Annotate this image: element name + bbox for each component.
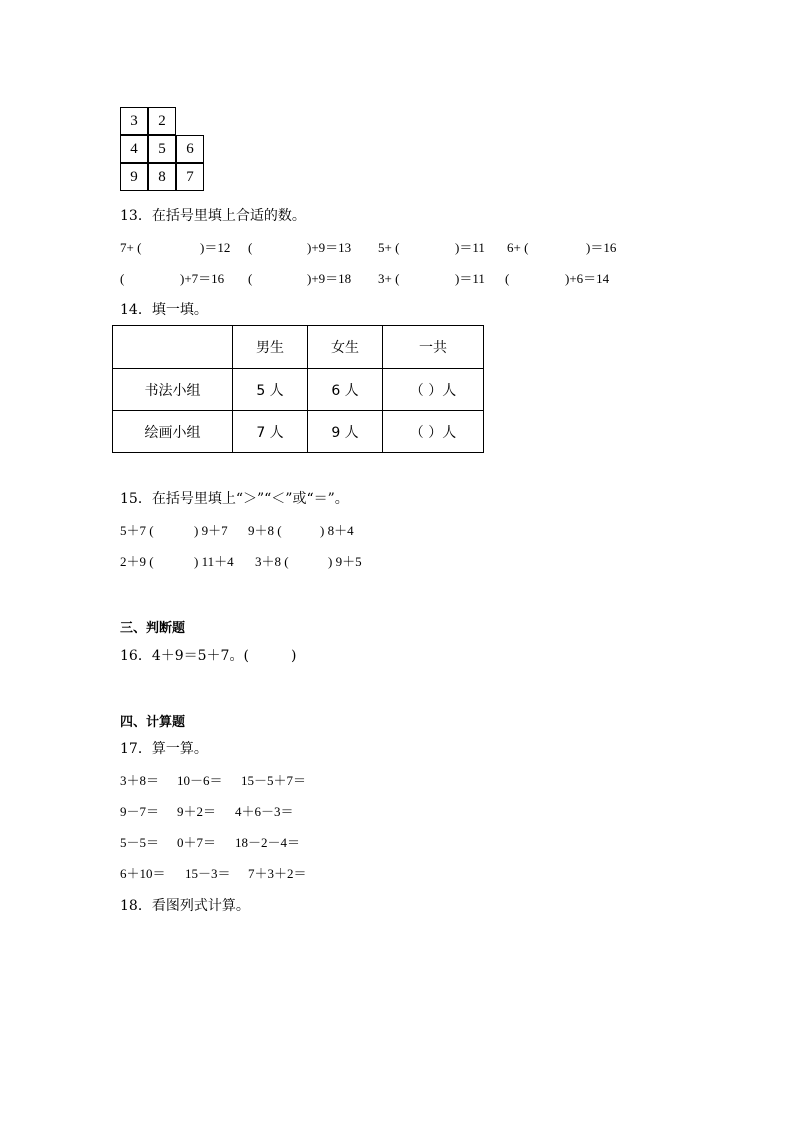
table-cell: 绘画小组 (113, 411, 233, 453)
q15-expr-right: ) 11＋4 (194, 554, 234, 569)
grid-cell: 9 (120, 163, 148, 191)
calc-item: 6＋10＝ (120, 866, 166, 881)
table-header-cell: 女生 (308, 326, 383, 369)
q13-expr-right: )+9＝13 (307, 240, 352, 255)
table-cell: 书法小组 (113, 369, 233, 411)
calc-item: 9－7＝ (120, 804, 160, 819)
q15-expr-left: 5＋7 ( (120, 523, 154, 538)
q15-expr-right: ) 8＋4 (320, 523, 354, 538)
table-header-cell (113, 326, 233, 369)
q13-expr-right: )+6＝14 (565, 271, 610, 286)
q13-expr-left: ( (120, 271, 125, 286)
table-header-cell: 一共 (383, 326, 484, 369)
section-3-title: 三、判断题 (120, 621, 186, 636)
grid-cell: 4 (120, 135, 148, 163)
grid-cell: 7 (176, 163, 204, 191)
table-row (113, 369, 484, 411)
calc-item: 7＋3＋2＝ (248, 866, 307, 881)
question-16-left: 16．4＋9＝5＋7。( (120, 648, 249, 664)
q13-expr-left: 7+ ( (120, 240, 142, 255)
q15-expr-left: 3＋8 ( (255, 554, 289, 569)
section-4-title: 四、计算题 (120, 715, 186, 730)
question-13-title: 13．在括号里填上合适的数。 (120, 208, 306, 224)
q13-expr-left: ( (248, 240, 253, 255)
q13-expr-right: )＝11 (455, 240, 485, 255)
q13-expr-right: )+7＝16 (180, 271, 225, 286)
q13-expr-left: 3+ ( (378, 271, 400, 286)
table-cell: 9 人 (308, 411, 383, 453)
calc-item: 10－6＝ (177, 773, 223, 788)
table-cell: 5 人 (233, 369, 308, 411)
grid-cell: 6 (176, 135, 204, 163)
table-cell: 7 人 (233, 411, 308, 453)
grid-cell: 3 (120, 107, 148, 135)
table-row (113, 411, 484, 453)
calc-item: 15－5＋7＝ (241, 773, 307, 788)
calc-item: 4＋6－3＝ (235, 804, 294, 819)
table-cell: （ ）人 (383, 369, 484, 411)
q13-expr-left: 6+ ( (507, 240, 529, 255)
table-header-cell: 男生 (233, 326, 308, 369)
question-18-title: 18．看图列式计算。 (120, 898, 250, 914)
question-14-title: 14．填一填。 (120, 302, 208, 318)
q13-expr-right: )＝11 (455, 271, 485, 286)
calc-item: 18－2－4＝ (235, 835, 301, 850)
q15-expr-right: ) 9＋5 (328, 554, 362, 569)
table-header-row (113, 326, 484, 369)
q15-expr-right: ) 9＋7 (194, 523, 228, 538)
question-16-right: ) (291, 648, 297, 664)
calc-item: 0＋7＝ (177, 835, 217, 850)
grid-cell: 8 (148, 163, 176, 191)
q13-expr-right: )＝16 (586, 240, 617, 255)
question-17-title: 17．算一算。 (120, 741, 208, 757)
q15-expr-left: 2＋9 ( (120, 554, 154, 569)
group-table (112, 325, 484, 453)
q15-expr-left: 9＋8 ( (248, 523, 282, 538)
calc-item: 3＋8＝ (120, 773, 160, 788)
calc-item: 9＋2＝ (177, 804, 217, 819)
grid-cell: 5 (148, 135, 176, 163)
q13-expr-right: )+9＝18 (307, 271, 352, 286)
table-cell: （ ）人 (383, 411, 484, 453)
q13-expr-left: ( (505, 271, 510, 286)
q13-expr-right: )＝12 (200, 240, 231, 255)
calc-item: 15－3＝ (185, 866, 231, 881)
number-grid (120, 107, 208, 191)
q13-expr-left: 5+ ( (378, 240, 400, 255)
table-cell: 6 人 (308, 369, 383, 411)
calc-item: 5－5＝ (120, 835, 160, 850)
q13-expr-left: ( (248, 271, 253, 286)
question-15-title: 15．在括号里填上“＞”“＜”或“＝”。 (120, 491, 349, 507)
grid-cell: 2 (148, 107, 176, 135)
